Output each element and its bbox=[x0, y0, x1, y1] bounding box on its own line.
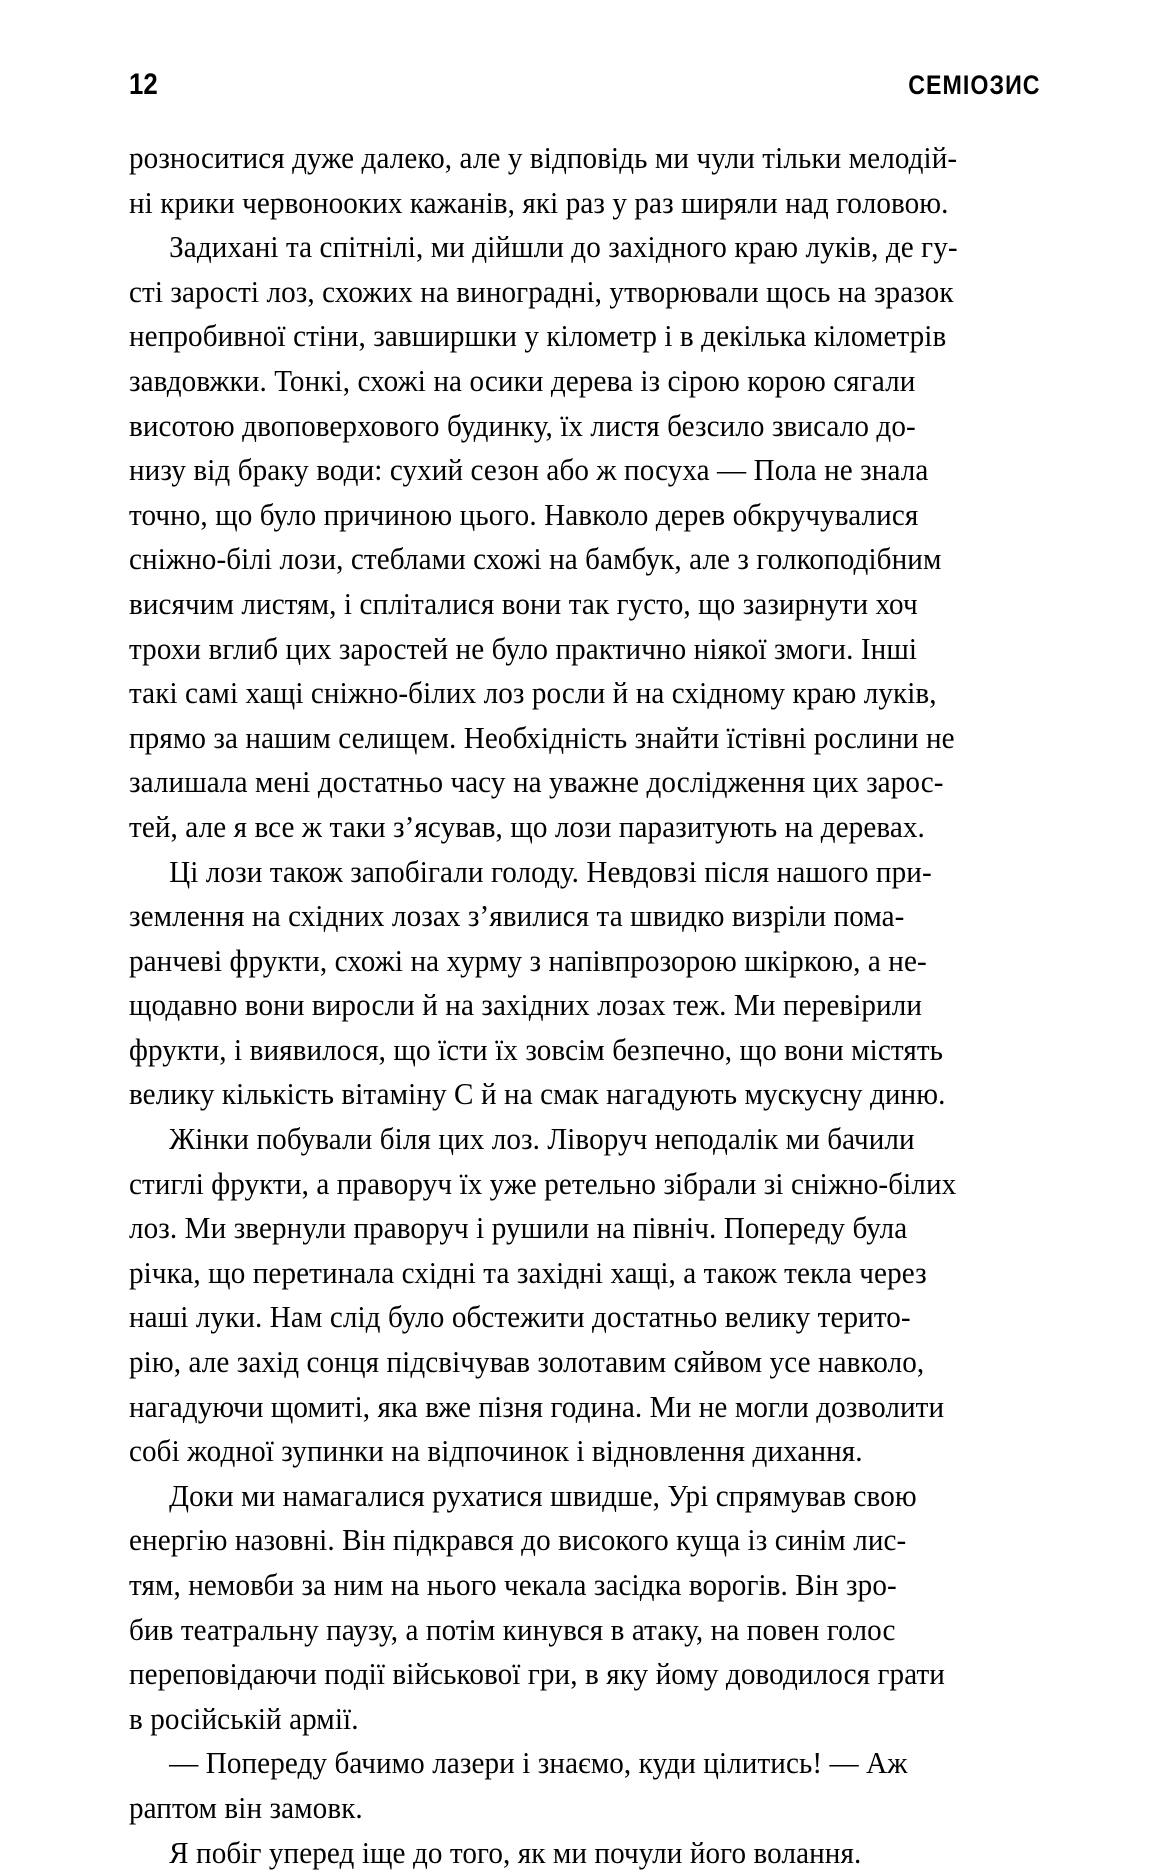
text-line: ні крики червонооких кажанів, які раз у раз ширяли над головою. bbox=[129, 185, 949, 220]
text-line: висотою двоповерхового будинку, їх листя безсило звисало до- bbox=[129, 408, 916, 443]
line-text: Я побіг уперед іще до того, як ми почули його волання. bbox=[169, 1835, 862, 1870]
text-line: завдовжки. Тонкі, схожі на осики дерева із сірою корою сягали bbox=[129, 363, 916, 398]
text-line: сніжно-білі лози, стеблами схожі на бамбук, але з голкоподібним bbox=[129, 542, 942, 577]
text-line: ранчеві фрукти, схожі на хурму з напівпрозорою шкіркою, а не- bbox=[129, 943, 927, 978]
text-line: сті зарості лоз, схожих на виноградні, утворювали щось на зразок bbox=[129, 274, 954, 309]
text-line: переповідаючи події військової гри, в яку йому доводилося грати bbox=[129, 1657, 945, 1692]
text-line: щодавно вони виросли й на західних лозах теж. Ми перевірили bbox=[129, 988, 923, 1023]
text-line: енергію назовні. Він підкрався до високого куща із синім лис- bbox=[129, 1523, 907, 1558]
text-line: трохи вглиб цих заростей не було практично ніякої змоги. Інші bbox=[129, 631, 918, 666]
text-line: наші луки. Нам слід було обстежити достатньо велику терито- bbox=[129, 1300, 911, 1335]
text-line: непробивної стіни, завширшки у кілометр і в декілька кілометрів bbox=[129, 319, 947, 354]
body-text-block bbox=[129, 136, 1011, 1875]
text-line: річка, що перетинала східні та західні хащі, а також текла через bbox=[129, 1255, 927, 1290]
text-line bbox=[129, 1474, 971, 1519]
line-text: — Попереду бачимо лазери і знаємо, куди цілитись! — Аж bbox=[169, 1746, 908, 1781]
text-line bbox=[129, 850, 971, 895]
text-line bbox=[129, 1831, 971, 1875]
text-line bbox=[129, 1741, 971, 1786]
text-line: велику кількість вітаміну С й на смак нагадують мускусну диню. bbox=[129, 1077, 946, 1112]
text-line: фрукти, і виявилося, що їсти їх зовсім безпечно, що вони містять bbox=[129, 1032, 944, 1067]
line-text: Задихані та спітнілі, ми дійшли до західного краю луків, де гу- bbox=[169, 230, 958, 265]
text-line: низу від браку води: сухий сезон або ж посуха — Пола не знала bbox=[129, 453, 929, 488]
page-number: 12 bbox=[129, 68, 158, 101]
text-line: в російській армії. bbox=[129, 1701, 359, 1736]
text-line: залишала мені достатньо часу на уважне дослідження цих зарос- bbox=[129, 765, 944, 800]
text-line: точно, що було причиною цього. Навколо дерев обкручувалися bbox=[129, 497, 919, 532]
text-line: такі самі хащі сніжно-білих лоз росли й на східному краю луків, bbox=[129, 676, 937, 711]
text-line: прямо за нашим селищем. Необхідність знайти їстівні рослини не bbox=[129, 720, 955, 755]
text-line bbox=[129, 1117, 971, 1162]
line-text: Доки ми намагалися рухатися швидше, Урі спрямував свою bbox=[169, 1478, 917, 1513]
text-line: тей, але я все ж таки з’ясував, що лози паразитують на деревах. bbox=[129, 809, 925, 844]
line-text: Ці лози також запобігали голоду. Невдовзі після нашого при- bbox=[169, 854, 932, 889]
book-running-title: СЕМІОЗИС bbox=[908, 70, 1041, 100]
text-line: собі жодної зупинки на відпочинок і відновлення дихання. bbox=[129, 1434, 863, 1469]
text-line bbox=[129, 225, 971, 270]
text-line: лоз. Ми звернули праворуч і рушили на північ. Попереду була bbox=[129, 1211, 908, 1246]
text-line: висячим листям, і спліталися вони так густо, що зазирнути хоч bbox=[129, 586, 918, 621]
line-text: Жінки побували біля цих лоз. Ліворуч неподалік ми бачили bbox=[169, 1122, 915, 1157]
running-head bbox=[129, 68, 1041, 102]
text-line: бив театральну паузу, а потім кинувся в атаку, на повен голос bbox=[129, 1612, 896, 1647]
text-line: тям, немовби за ним на нього чекала засідка ворогів. Він зро- bbox=[129, 1568, 897, 1602]
text-line: нагадуючи щомиті, яка вже пізня година. Ми не могли дозволити bbox=[129, 1389, 945, 1424]
text-line: стиглі фрукти, а праворуч їх уже ретельно зібрали зі сніжно-білих bbox=[129, 1166, 957, 1201]
text-line: землення на східних лозах з’явилися та швидко визріли пома- bbox=[129, 899, 905, 934]
text-line: раптом він замовк. bbox=[129, 1790, 363, 1825]
text-line: розноситися дуже далеко, але у відповідь ми чули тільки мелодій- bbox=[129, 141, 958, 175]
text-line: рію, але захід сонця підсвічував золотавим сяйвом усе навколо, bbox=[129, 1345, 925, 1380]
